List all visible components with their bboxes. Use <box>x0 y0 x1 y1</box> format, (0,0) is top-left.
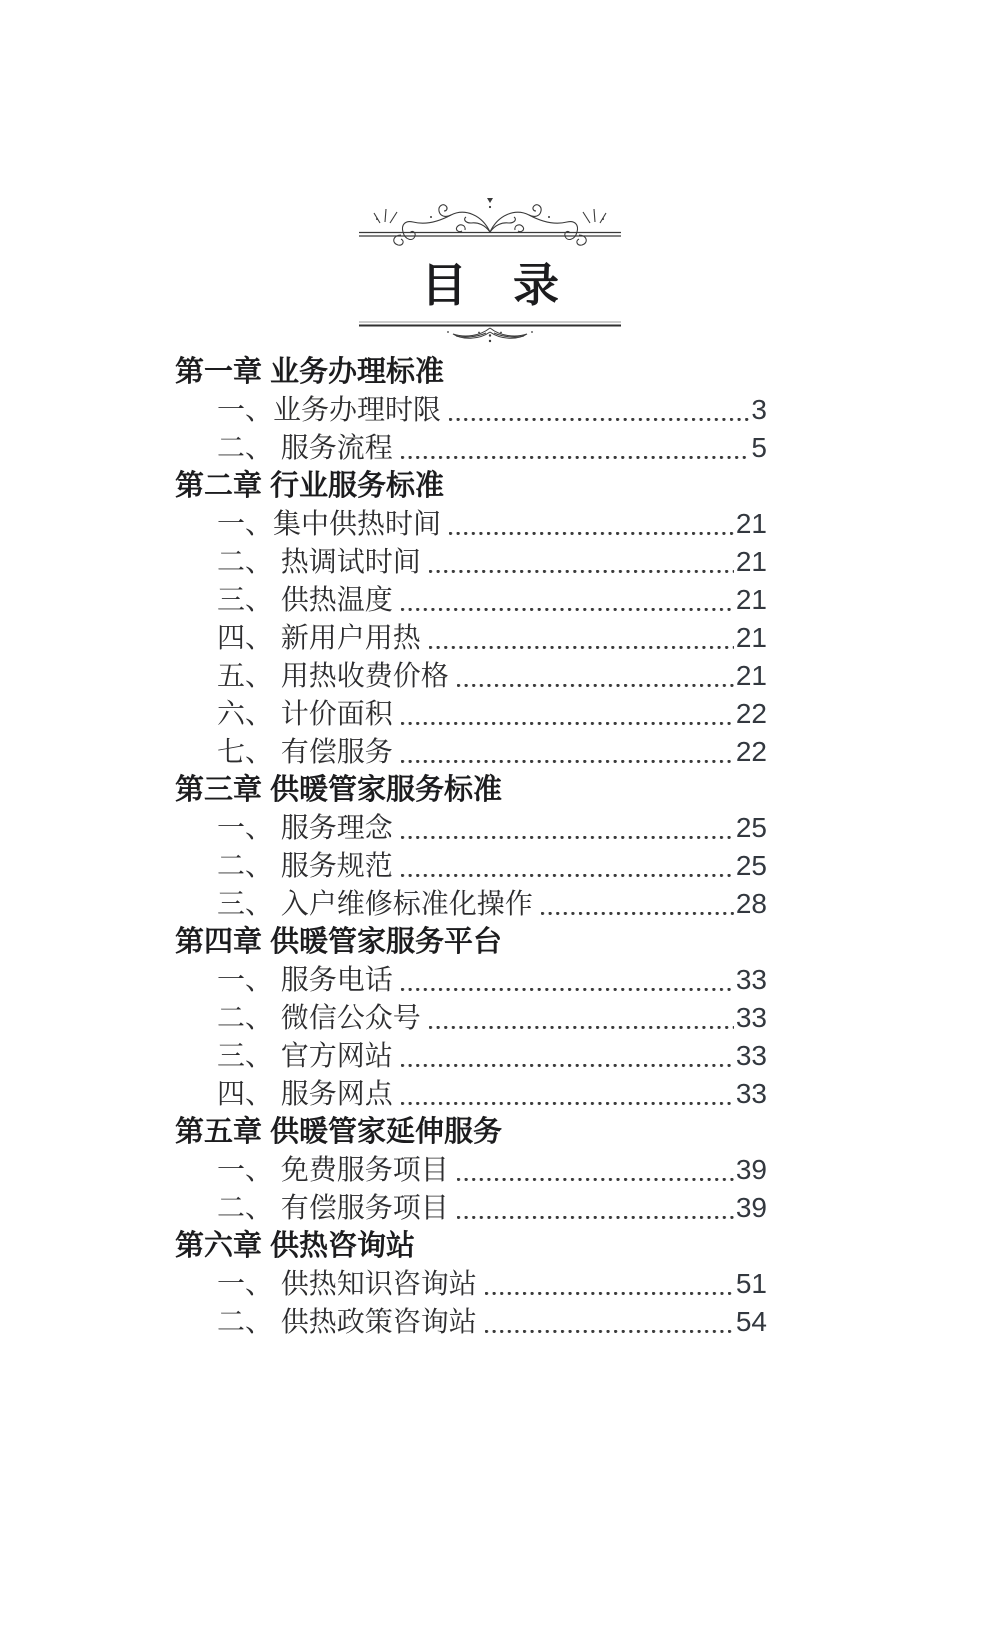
toc-entry-label: 二、 热调试时间 <box>217 546 421 577</box>
toc-entry <box>175 619 767 657</box>
dot-leader <box>457 657 734 695</box>
dot-leader <box>485 1265 734 1303</box>
toc-entry-label: 二、 服务流程 <box>217 432 393 463</box>
table-of-contents <box>175 353 767 1341</box>
toc-entry-page: 51 <box>735 1268 767 1299</box>
toc-entry <box>175 657 767 695</box>
toc-entry <box>175 1075 767 1113</box>
toc-entry-page: 3 <box>751 394 767 425</box>
dot-leader <box>457 1189 734 1227</box>
toc-entry-label: 三、 入户维修标准化操作 <box>217 888 533 919</box>
toc-entry-label: 三、 官方网站 <box>217 1040 393 1071</box>
content-column <box>175 195 767 1341</box>
toc-entry <box>175 961 767 999</box>
toc-entry <box>175 1265 767 1303</box>
dot-leader <box>401 581 734 619</box>
dot-leader <box>449 391 749 429</box>
toc-entry-page: 39 <box>735 1154 767 1185</box>
toc-chapter <box>175 1227 767 1341</box>
toc-entry <box>175 733 767 771</box>
toc-entry-page: 54 <box>735 1306 767 1337</box>
dot-leader <box>429 543 734 581</box>
toc-entry-page: 21 <box>735 622 767 653</box>
toc-entry-page: 21 <box>735 508 767 539</box>
header-flourish-icon <box>359 195 621 253</box>
title-underline-flourish-icon <box>359 319 621 345</box>
toc-entry-label: 六、 计价面积 <box>217 698 393 729</box>
toc-entry-label: 二、 供热政策咨询站 <box>217 1306 477 1337</box>
toc-entry-page: 33 <box>735 964 767 995</box>
toc-entry-label: 二、 微信公众号 <box>217 1002 421 1033</box>
toc-chapter <box>175 467 767 771</box>
toc-entry-label: 四、 新用户用热 <box>217 622 421 653</box>
chapter-heading: 第五章 供暖管家延伸服务 <box>175 1116 503 1148</box>
toc-entry <box>175 505 767 543</box>
dot-leader <box>401 733 734 771</box>
toc-entry-page: 25 <box>735 850 767 881</box>
dot-leader <box>401 961 734 999</box>
toc-chapter <box>175 353 767 467</box>
dot-leader <box>485 1303 734 1341</box>
toc-entry <box>175 1151 767 1189</box>
toc-entry <box>175 809 767 847</box>
dot-leader <box>401 429 750 467</box>
toc-entry-page: 21 <box>735 584 767 615</box>
toc-entry <box>175 1303 767 1341</box>
toc-entry-label: 一、 供热知识咨询站 <box>217 1268 477 1299</box>
toc-entry-page: 25 <box>735 812 767 843</box>
toc-entry-page: 21 <box>735 546 767 577</box>
toc-entry-page: 33 <box>735 1078 767 1109</box>
toc-entry-label: 一、 服务电话 <box>217 964 393 995</box>
toc-entry <box>175 391 767 429</box>
toc-entry-label: 一、 服务理念 <box>217 812 393 843</box>
dot-leader <box>401 1075 734 1113</box>
toc-entry-page: 21 <box>735 660 767 691</box>
dot-leader <box>401 847 734 885</box>
toc-entry-label: 三、 供热温度 <box>217 584 393 615</box>
chapter-heading: 第三章 供暖管家服务标准 <box>175 774 503 806</box>
toc-entry-label: 七、 有偿服务 <box>217 736 393 767</box>
toc-entry <box>175 429 767 467</box>
toc-entry-page: 28 <box>735 888 767 919</box>
chapter-heading: 第四章 供暖管家服务平台 <box>175 926 503 958</box>
toc-entry-page: 39 <box>735 1192 767 1223</box>
chapter-heading: 第二章 行业服务标准 <box>175 470 445 502</box>
toc-entry-label: 二、 有偿服务项目 <box>217 1192 449 1223</box>
dot-leader <box>457 1151 734 1189</box>
toc-entry-label: 一、业务办理时限 <box>217 394 442 425</box>
page-title: 目 录 <box>421 259 559 311</box>
dot-leader <box>429 619 734 657</box>
dot-leader <box>429 999 734 1037</box>
toc-entry-page: 5 <box>751 432 767 463</box>
toc-entry-label: 五、 用热收费价格 <box>217 660 449 691</box>
toc-entry-page: 33 <box>735 1002 767 1033</box>
toc-entry <box>175 1189 767 1227</box>
toc-entry <box>175 999 767 1037</box>
toc-entry <box>175 543 767 581</box>
toc-entry <box>175 885 767 923</box>
dot-leader <box>401 809 734 847</box>
toc-entry-label: 一、集中供热时间 <box>217 508 442 539</box>
dot-leader <box>541 885 734 923</box>
toc-entry <box>175 695 767 733</box>
toc-entry <box>175 1037 767 1075</box>
toc-entry-page: 22 <box>735 698 767 729</box>
dot-leader <box>401 1037 734 1075</box>
toc-chapter <box>175 1113 767 1227</box>
dot-leader <box>449 505 734 543</box>
toc-entry-label: 一、 免费服务项目 <box>217 1154 449 1185</box>
toc-entry <box>175 581 767 619</box>
toc-chapter <box>175 923 767 1113</box>
dot-leader <box>401 695 734 733</box>
toc-chapter <box>175 771 767 923</box>
chapter-heading: 第一章 业务办理标准 <box>175 356 445 388</box>
title-block <box>359 195 621 345</box>
toc-entry <box>175 847 767 885</box>
chapter-heading: 第六章 供热咨询站 <box>175 1230 416 1262</box>
toc-entry-page: 33 <box>735 1040 767 1071</box>
toc-entry-page: 22 <box>735 736 767 767</box>
toc-entry-label: 四、 服务网点 <box>217 1078 393 1109</box>
toc-entry-label: 二、 服务规范 <box>217 850 393 881</box>
